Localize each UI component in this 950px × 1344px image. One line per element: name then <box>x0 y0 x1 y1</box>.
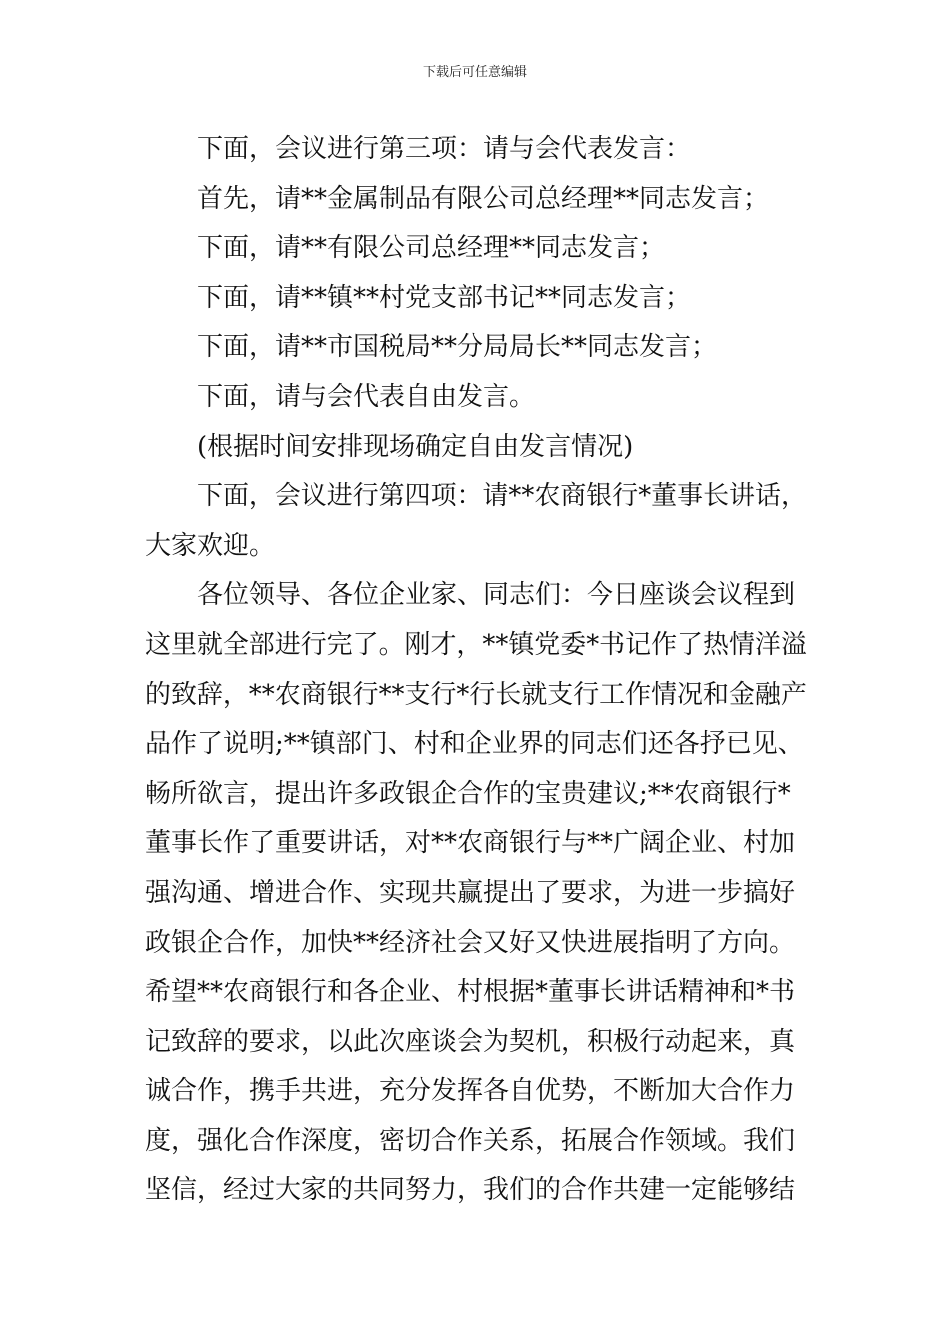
text-line: 下面，请与会代表自由发言。 <box>197 381 536 412</box>
text-line: 强沟通、增进合作、实现共赢提出了要求，为进一步搞好 <box>145 877 796 908</box>
text-line: 下面，请**镇**村党支部书记**同志发言； <box>197 282 692 313</box>
text-line: 首先，请**金属制品有限公司总经理**同志发言； <box>197 183 770 214</box>
text-line: 这里就全部进行完了。刚才，**镇党委*书记作了热情洋溢 <box>145 629 807 660</box>
text-line: 董事长作了重要讲话，对**农商银行与**广阔企业、村加 <box>145 828 796 859</box>
text-line: 下面，会议进行第三项：请与会代表发言： <box>197 134 692 164</box>
text-line: 大家欢迎。 <box>145 530 276 561</box>
text-line: 诚合作，携手共进，充分发挥各自优势，不断加大合作力 <box>145 1076 796 1107</box>
text-line: 坚信，经过大家的共同努力，我们的合作共建一定能够结 <box>145 1175 796 1206</box>
text-line: 下面，会议进行第四项：请**农商银行*董事长讲话， <box>197 481 807 512</box>
text-line: 各位领导、各位企业家、同志们：今日座谈会议程到 <box>197 580 796 611</box>
document-body <box>145 125 807 1216</box>
text-line: 品作了说明;**镇部门、村和企业界的同志们还各抒已见、 <box>145 729 804 760</box>
text-line: 政银企合作，加快**经济社会又好又快进展指明了方向。 <box>145 927 796 958</box>
text-line: 希望**农商银行和各企业、村根据*董事长讲话精神和*书 <box>145 977 796 1008</box>
text-line: 畅所欲言，提出许多政银企合作的宝贵建议;**农商银行* <box>145 778 791 809</box>
text-line: 的致辞，**农商银行**支行*行长就支行工作情况和金融产 <box>145 679 807 710</box>
text-line: 度，强化合作深度，密切合作关系，拓展合作领域。我们 <box>145 1125 796 1156</box>
text-line: 下面，请**市国税局**分局局长**同志发言； <box>197 332 718 363</box>
page-header: 下载后可任意编辑 <box>422 65 527 80</box>
text-line: 下面，请**有限公司总经理**同志发言； <box>197 233 666 264</box>
text-line: (根据时间安排现场确定自由发言情况) <box>197 431 634 462</box>
text-line: 记致辞的要求，以此次座谈会为契机，积极行动起来，真 <box>145 1026 796 1057</box>
